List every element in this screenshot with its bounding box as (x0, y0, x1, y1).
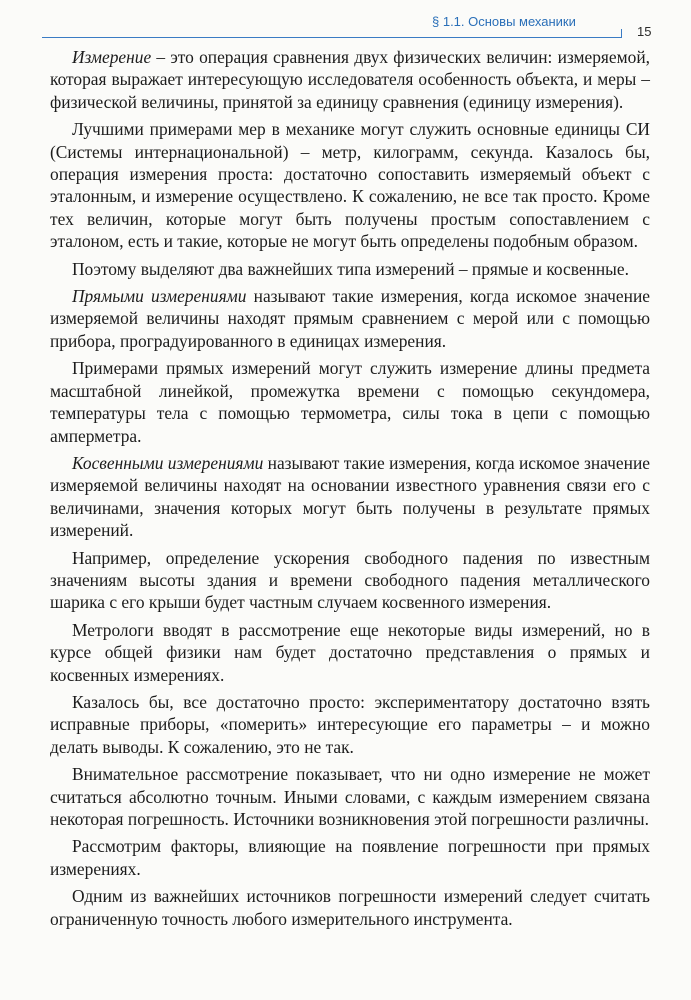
paragraph-4: Прямыми измерениями называют такие измерения, когда искомое значение измеряемой величины находят прямым сравнением с мерой или с помощью прибора, проградуированного в единицах измерения. (50, 286, 650, 351)
body-text (50, 46, 650, 935)
paragraph-8: Метрологи вводят в рассмотрение еще некоторые виды измерений, но в курсе общей физики нам будет достаточно представления о прямых и косвенных измерениях. (50, 619, 650, 685)
term-indirect-measurements: Косвенными измерениями (72, 452, 264, 473)
header-rule-tick (621, 29, 622, 38)
paragraph-11: Рассмотрим факторы, влияющие на появление погрешности при прямых измерениях. (50, 836, 650, 879)
paragraph-12: Одним из важнейших источников погрешности измерений следует считать ограниченную точность любого измерительного инструмента. (50, 886, 650, 929)
paragraph-3: Поэтому выделяют два важнейших типа измерений – прямые и косвенные. (72, 258, 629, 279)
term-direct-measurements: Прямыми измерениями (72, 286, 247, 307)
paragraph-7: Например, определение ускорения свободного падения по известным значениям высоты здания и времени свободного падения металлического шарика с его крыши будет частным случаем косвенного измерения. (50, 547, 650, 613)
paragraph-10: Внимательное рассмотрение показывает, что ни одно измерение не может считаться абсолютно точным. Иными словами, с каждым измерением связана некоторая погрешность. Источники возникновения этой погрешности различны. (50, 764, 650, 829)
running-header-section: § 1.1. Основы механики (432, 14, 576, 29)
page-number: 15 (637, 24, 652, 39)
paragraph-9: Казалось бы, все достаточно просто: экспериментатору достаточно взять исправные приборы, «померить» интересующие его параметры – и можно делать выводы. К сожалению, это не так. (50, 691, 650, 757)
paragraph-5: Примерами прямых измерений могут служить измерение длины предмета масштабной линейкой, промежутка времени с помощью секундомера, температуры тела с помощью термометра, силы тока в цепи с помощью амперметра. (50, 358, 650, 446)
term-measurement: Измерение (72, 47, 152, 67)
header-rule (42, 37, 622, 38)
paragraph-6: Косвенными измерениями называют такие измерения, когда искомое значение измеряемой величины находят на основании известного уравнения связи его с величинами, значения которых могут быть получены в результате прямых измерений. (50, 452, 650, 541)
paragraph-2: Лучшими примерами мер в механике могут служить основные единицы СИ (Системы интернациональной) – метр, килограмм, секунда. Казалось бы, операция измерения проста: достаточно сопоставить измеряемый объект с эталонным, и измерение осуществлено. К сожалению, не все так просто. Кроме тех величин, которые могут быть получены простым сопоставлением с эталоном, есть и такие, которые не могут быть определены подобным образом. (50, 119, 650, 252)
paragraph-1: Измерение – это операция сравнения двух физических величин: измеряемой, которая выражает интересующую исследователя особенность объекта, и меры – физической величины, принятой за единицу сравнения (единицу измерения). (50, 47, 650, 112)
